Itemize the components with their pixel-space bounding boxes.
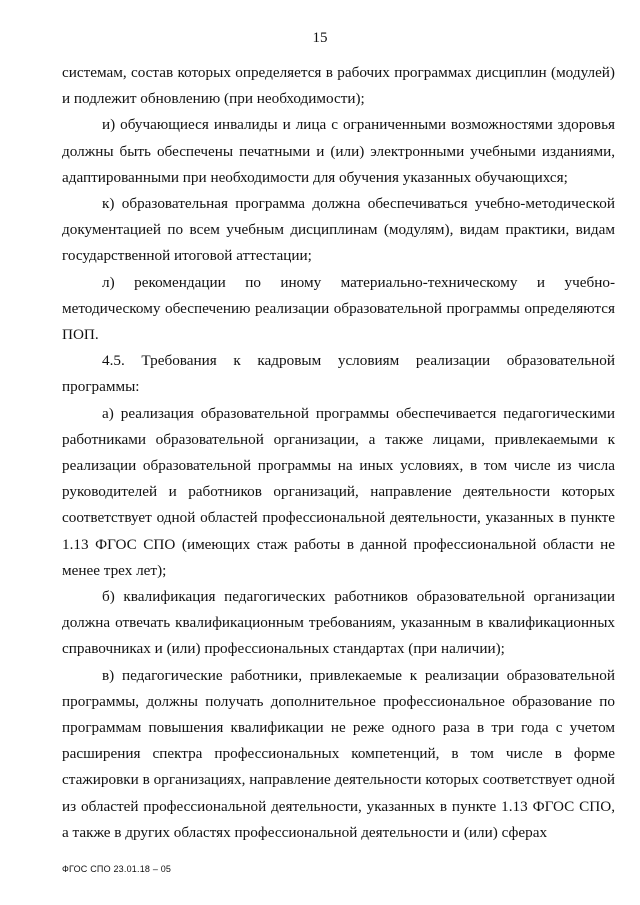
paragraph-item-a: а) реализация образовательной программы обеспечивается педагогическими работниками образовательной организации, а также лицами, привлекаемыми к реализации образовательной программы на иных условиях, в том числе из числа руководителей и работников организаций, направление деятельности которых соответствует одной областей профессиональной деятельности, указанных в пункте 1.13 ФГОС СПО (имеющих стаж работы в данной профессиональной области не менее трех лет); bbox=[62, 404, 615, 579]
paragraph-continuation: системам, состав которых определяется в рабочих программах дисциплин (модулей) и подлежит обновлению (при необходимости); bbox=[62, 64, 615, 108]
page-number: 15 bbox=[312, 30, 328, 46]
paragraph-item-k: к) образовательная программа должна обеспечиваться учебно-методической документацией по всем учебным дисциплинам (модулям), видам практики, видам государственной итоговой аттестации; bbox=[62, 195, 615, 265]
document-body bbox=[62, 60, 615, 846]
paragraph-item-l: л) рекомендации по иному материально-техническому и учебно-методическому обеспечению реализации образовательной программы определяются ПОП. bbox=[62, 273, 615, 344]
paragraph-item-b: б) квалификация педагогических работников образовательной организации должна отвечать квалификационным требованиям, указанным в квалификационных справочниках и (или) профессиональных стандартах (при наличии); bbox=[62, 588, 615, 658]
document-footer: ФГОС СПО 23.01.18 – 05 bbox=[62, 864, 172, 874]
paragraph-item-i: и) обучающиеся инвалиды и лица с ограниченными возможностями здоровья должны быть обеспечены печатными и (или) электронными учебными изданиями, адаптированными при необходимости для обучения указанных обучающихся; bbox=[62, 116, 615, 186]
paragraph-item-v: в) педагогические работники, привлекаемые к реализации образовательной программы, должны получать дополнительное профессиональное образование по программам повышения квалификации не реже одного раза в три года с учетом расширения спектра профессиональных компетенций, в том числе в форме стажировки в организациях, направление деятельности которых соответствует одной из областей профессиональной деятельности, указанных в пункте 1.13 ФГОС СПО, а также в других областях профессиональной деятельности и (или) сферах bbox=[62, 666, 615, 841]
section-heading-4-5: 4.5. Требования к кадровым условиям реализации образовательной программы: bbox=[62, 352, 615, 396]
